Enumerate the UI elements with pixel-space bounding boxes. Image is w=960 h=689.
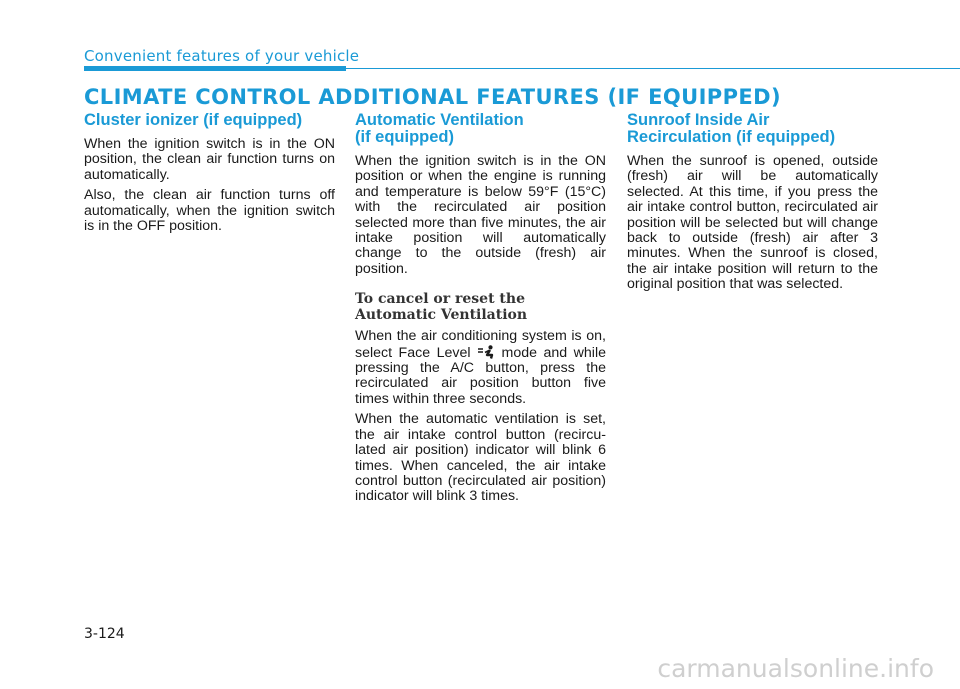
sunroof-heading-line1: Sunroof Inside Air bbox=[627, 111, 770, 129]
automatic-ventilation-heading-line1: Automatic Ventilation bbox=[355, 111, 524, 129]
paragraph-2-text-before-icon: When the air conditioning system is on, select Face Level bbox=[355, 328, 606, 361]
column-automatic-ventilation bbox=[355, 112, 606, 510]
automatic-ventilation-paragraph-3: When the automatic ventilation is set, the air intake control button (recirculated air position) indicator will blink 6 times. When canceled, the air intake control button (recirculated air position) indicator will blink 3 times. bbox=[355, 411, 606, 505]
column-sunroof-recirculation bbox=[627, 112, 878, 298]
sunroof-heading-line2: Recirculation (if equipped) bbox=[627, 128, 836, 146]
automatic-ventilation-paragraph-1: When the ignition switch is in the ON position or when the engine is running and temperature is below 59°F (15°C) with the recirculated air position selected more than five minutes, the air intake position will automatically change to the outside (fresh) air position. bbox=[355, 153, 606, 277]
header-rule-thick bbox=[84, 66, 346, 71]
face-level-mode-icon bbox=[477, 345, 495, 359]
automatic-ventilation-heading-line2: (if equipped) bbox=[355, 128, 454, 146]
header-rule-thin bbox=[346, 68, 960, 69]
page-number: 3-124 bbox=[84, 626, 125, 642]
sunroof-recirculation-paragraph-1: When the sunroof is opened, outside (fresh) air will be automatically selected. At this time, if you press the air intake control button, recirculated air position will be selected but will change back to outside (fresh) air after 3 minutes. When the sunroof is closed, the air intake position will return to the original position that was selected. bbox=[627, 153, 878, 293]
cluster-ionizer-paragraph-1: When the ignition switch is in the ON position, the clean air function turns on automatically. bbox=[84, 136, 335, 183]
paragraph-2-text-after-icon: mode and while pressing the A/C button, press the recirculated air position button five times within three seconds. bbox=[355, 344, 606, 407]
column-cluster-ionizer bbox=[84, 112, 335, 239]
automatic-ventilation-heading bbox=[355, 112, 606, 146]
section-label: Convenient features of your vehicle bbox=[84, 47, 360, 65]
watermark: carmanualsonline.info bbox=[657, 654, 934, 683]
cancel-reset-subheading: To cancel or reset the Automatic Ventilation bbox=[355, 291, 528, 324]
cluster-ionizer-heading: Cluster ionizer (if equipped) bbox=[84, 111, 303, 129]
page-title: CLIMATE CONTROL ADDITIONAL FEATURES (IF EQUIPPED) bbox=[84, 85, 781, 109]
automatic-ventilation-paragraph-2 bbox=[355, 329, 606, 407]
sunroof-recirculation-heading bbox=[627, 112, 878, 146]
cluster-ionizer-paragraph-2: Also, the clean air function turns off automatically, when the ignition switch is in the OFF position. bbox=[84, 187, 335, 235]
